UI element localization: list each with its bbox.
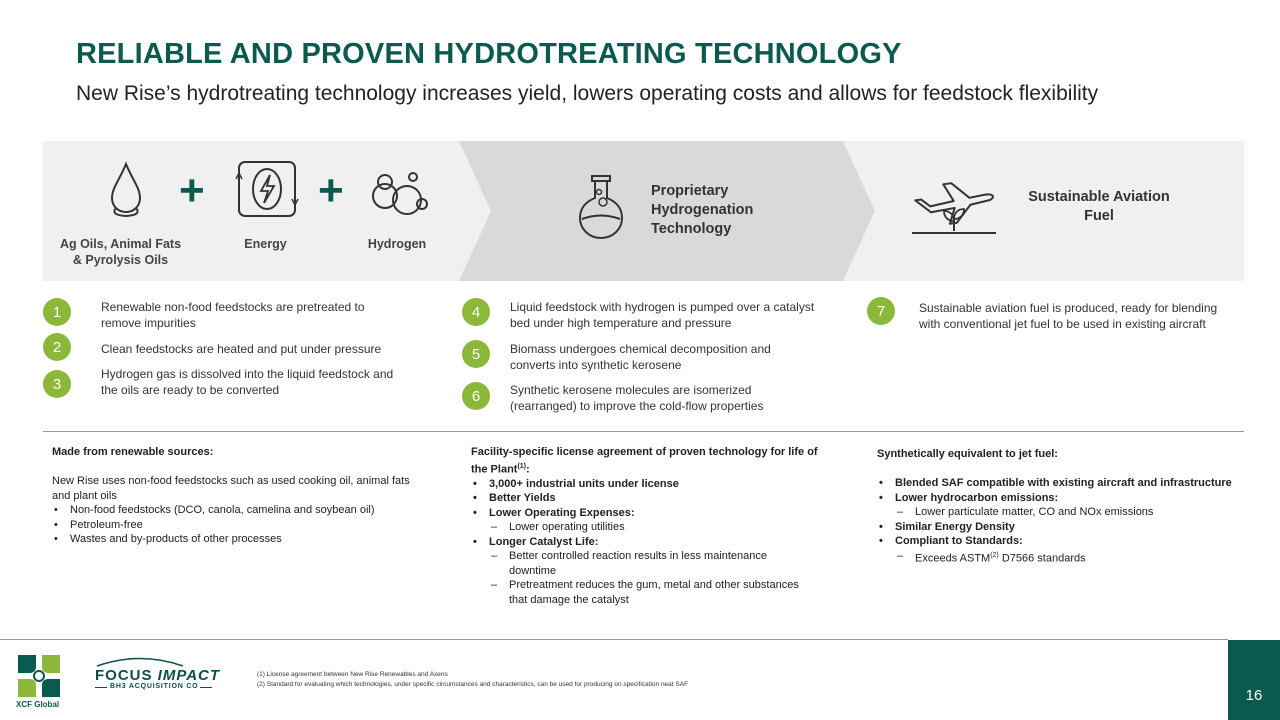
list-subitem: – Exceeds ASTM$^{(2)}$ D7566 standards [877,549,1252,566]
column-intro: New Rise uses non-food feedstocks such as used cooking oil, animal fats and plant oils [52,475,410,502]
focus-impact-arc-icon [95,655,185,667]
column-heading: Facility-specific license agreement of proven technology for life of the Plant$^{(1)}$: [471,446,818,476]
section-divider [43,431,1244,432]
process-band [43,141,1244,281]
footnote-1: (1) License agreement between New Rise Renewables and Axens [257,671,448,678]
footnote-2: (2) Standard for evaluating which technologies, under specific circumstances and characteristics, can be used for producing on specification neat SAF [257,681,689,688]
output-label: Sustainable Aviation Fuel [1028,189,1170,224]
bullet-list [52,503,447,547]
list-item: • Compliant to Standards: [877,534,1252,549]
list-item: • Similar Energy Density [877,520,1252,535]
step-text: Renewable non-food feedstocks are pretreated to remove impurities [101,300,365,330]
hydrogen-bubbles-icon [369,168,431,225]
page-number: 16 [1245,687,1263,704]
step-number-badge: 7 [867,297,895,325]
jet-fuel-equivalence-column [877,447,1252,566]
xcf-logo-text: XCF Global [16,700,60,709]
step-text: Liquid feedstock with hydrogen is pumped over a catalyst bed under high temperature and pressure [510,300,815,330]
step-number-badge: 3 [43,370,71,398]
list-item: • Lower hydrocarbon emissions: [877,491,1252,506]
input-label-ag-oils: Ag Oils, Animal Fats & Pyrolysis Oils [59,237,182,267]
footer-divider [0,639,1228,640]
plus-sign: + [179,166,205,215]
step-text: Clean feedstocks are heated and put under pressure [101,342,382,356]
airplane-plant-icon [910,177,998,242]
list-subitem: – Lower operating utilities [471,520,846,535]
input-label-hydrogen: Hydrogen [367,237,427,251]
flask-icon [577,174,625,245]
step-text: Sustainable aviation fuel is produced, ready for blending with conventional jet fuel to be used in existing aircraft [919,301,1218,331]
xcf-logo-mark-icon [16,653,62,699]
bullet-list [877,476,1252,566]
step-number-badge: 4 [462,298,490,326]
logo-rule [95,687,107,688]
list-item: • Better Yields [471,491,846,506]
technology-label: Proprietary Hydrogenation Technology [651,183,754,237]
step-text: Biomass undergoes chemical decomposition and converts into synthetic kerosene [510,342,771,372]
bullet-list [471,477,846,608]
list-item: • Non-food feedstocks (DCO, canola, camelina and soybean oil) [52,503,447,518]
step-number-badge: 5 [462,340,490,368]
input-label-energy: Energy [244,237,287,251]
list-item: • Longer Catalyst Life: [471,535,846,550]
page-number-box [1228,640,1280,720]
focus-impact-subtitle: BH3 ACQUISITION CO [110,683,199,690]
energy-icon [233,159,301,224]
page-title: RELIABLE AND PROVEN HYDROTREATING TECHNOLOGY [76,38,902,70]
list-item: • Petroleum-free [52,518,447,533]
list-item: • Lower Operating Expenses: [471,506,846,521]
renewable-sources-column [52,445,447,547]
step-number-badge: 6 [462,382,490,410]
step-text: Synthetic kerosene molecules are isomerized (rearranged) to improve the cold-flow properties [510,383,764,413]
logo-rule [200,687,212,688]
column-heading: Synthetically equivalent to jet fuel: [877,448,1058,460]
oil-drop-icon [106,161,146,224]
list-subitem: – Better controlled reaction results in less maintenance downtime [471,549,846,578]
list-subitem: – Pretreatment reduces the gum, metal and other substances that damage the catalyst [471,578,846,607]
step-number-badge: 2 [43,333,71,361]
license-agreement-column [471,445,846,607]
list-item: • Wastes and by-products of other processes [52,532,447,547]
list-item: • Blended SAF compatible with existing aircraft and infrastructure [877,476,1252,491]
step-text: Hydrogen gas is dissolved into the liquid feedstock and the oils are ready to be converted [101,367,394,397]
plus-sign: + [318,166,344,215]
step-number-badge: 1 [43,298,71,326]
list-item: • 3,000+ industrial units under license [471,477,846,492]
focus-impact-wordmark: FOCUS IMPACT [95,667,221,684]
page-subtitle: New Rise’s hydrotreating technology increases yield, lowers operating costs and allows for feedstock flexibility [76,82,1099,105]
list-subitem: – Lower particulate matter, CO and NOx emissions [877,505,1252,520]
column-heading: Made from renewable sources: [52,446,214,458]
